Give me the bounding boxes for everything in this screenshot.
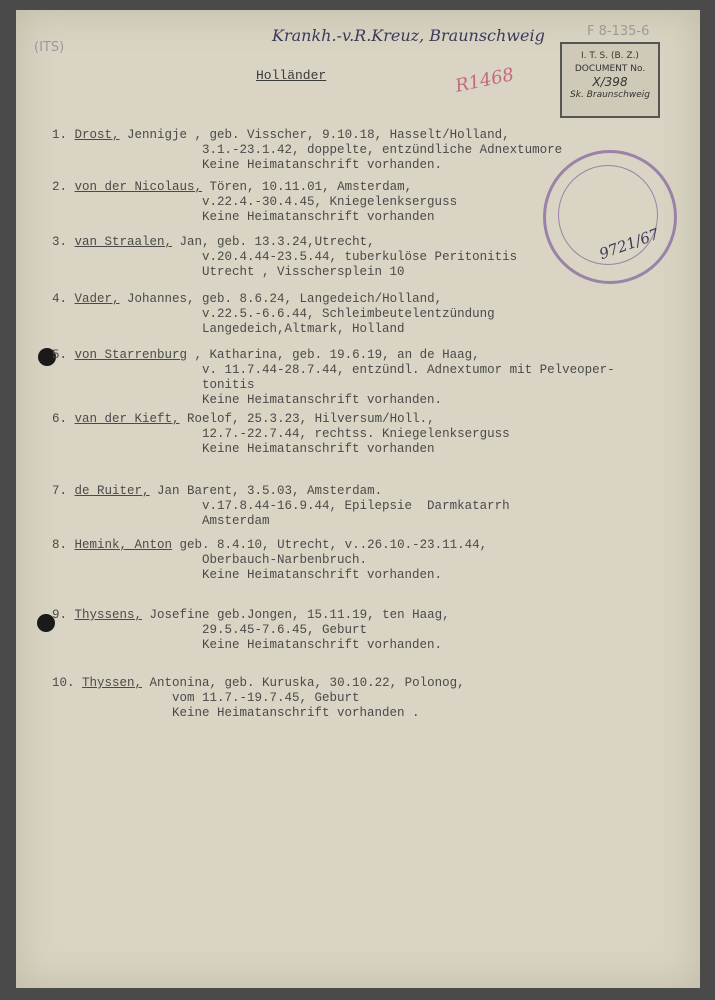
page-title: Holländer: [256, 68, 327, 83]
pencil-reference: F 8-135-6: [587, 24, 650, 39]
entry-line: 9. Thyssens, Josefine geb.Jongen, 15.11.19, ten Haag,: [52, 608, 450, 622]
entry-line: 7. de Ruiter, Jan Barent, 3.5.03, Amsterdam.: [52, 484, 383, 498]
list-item: [52, 348, 672, 408]
entry-line: Oberbauch-Narbenbruch.: [52, 553, 368, 567]
handwritten-heading: Krankh.-v.R.Kreuz, Braunschweig: [272, 26, 545, 45]
list-item: [52, 676, 672, 721]
entry-number: 10.: [52, 676, 83, 690]
entry-line: vom 11.7.-19.7.45, Geburt: [52, 691, 360, 705]
list-item: [52, 538, 672, 583]
its-document-stamp: I. T. S. (B. Z.) DOCUMENT No. X/398 Sk. Braunschweig: [560, 42, 660, 118]
entry-line: Keine Heimatanschrift vorhanden: [52, 442, 435, 456]
entry-line: 4. Vader, Johannes, geb. 8.6.24, Langedeich/Holland,: [52, 292, 443, 306]
stamp-number: 9721/67: [596, 224, 662, 264]
entry-line: Keine Heimatanschrift vorhanden: [52, 210, 435, 224]
entry-name: von der Nicolaus,: [74, 180, 203, 194]
entry-line: Amsterdam: [52, 514, 270, 528]
entry-number: 6.: [52, 412, 75, 426]
entry-line: v.22.4.-30.4.45, Kniegelenkserguss: [52, 195, 458, 209]
entry-number: 8.: [52, 538, 75, 552]
list-item: [52, 128, 672, 173]
entry-name: van Straalen,: [74, 235, 173, 249]
entry-line: 2. von der Nicolaus, Tören, 10.11.01, Amsterdam,: [52, 180, 413, 194]
entry-line: Langedeich,Altmark, Holland: [52, 322, 405, 336]
entry-name: Hemink, Anton: [74, 538, 173, 552]
entry-name: de Ruiter,: [74, 484, 150, 498]
entry-line: 1. Drost, Jennigje , geb. Visscher, 9.10.18, Hasselt/Holland,: [52, 128, 510, 142]
list-item: [52, 180, 672, 225]
entry-name: Thyssen,: [82, 676, 143, 690]
pencil-marks: (ITS): [34, 40, 65, 55]
entry-line: 8. Hemink, Anton geb. 8.4.10, Utrecht, v..26.10.-23.11.44,: [52, 538, 488, 552]
entry-line: v.22.5.-6.6.44, Schleimbeutelentzündung: [52, 307, 495, 321]
list-item: [52, 608, 672, 653]
entry-number: 4.: [52, 292, 75, 306]
red-annotation: R1468: [453, 64, 516, 97]
entry-name: Drost,: [74, 128, 120, 142]
entry-number: 7.: [52, 484, 75, 498]
entry-line: Keine Heimatanschrift vorhanden.: [52, 638, 443, 652]
entry-name: van der Kieft,: [74, 412, 180, 426]
entry-line: Keine Heimatanschrift vorhanden.: [52, 568, 443, 582]
entry-line: Keine Heimatanschrift vorhanden.: [52, 393, 443, 407]
list-item: [52, 412, 672, 457]
entry-line: v.20.4.44-23.5.44, tuberkulöse Peritonitis: [52, 250, 518, 264]
entry-line: 12.7.-22.7.44, rechtss. Kniegelenkserguss: [52, 427, 510, 441]
entry-number: 3.: [52, 235, 75, 249]
entry-number: 1.: [52, 128, 75, 142]
list-item: [52, 235, 672, 280]
entry-number: 5.: [52, 348, 75, 362]
entry-line: 6. van der Kieft, Roelof, 25.3.23, Hilversum/Holl.,: [52, 412, 435, 426]
entry-name: Vader,: [74, 292, 120, 306]
entry-line: v.17.8.44-16.9.44, Epilepsie Darmkatarrh: [52, 499, 510, 513]
entry-line: 3. van Straalen, Jan, geb. 13.3.24,Utrecht,: [52, 235, 375, 249]
entry-line: Keine Heimatanschrift vorhanden.: [52, 158, 443, 172]
list-item: [52, 292, 672, 337]
entry-line: v. 11.7.44-28.7.44, entzündl. Adnextumor mit Pelveoper-: [52, 363, 615, 377]
entry-line: tonitis: [52, 378, 255, 392]
entry-line: Utrecht , Visschersplein 10: [52, 265, 405, 279]
entry-line: 29.5.45-7.6.45, Geburt: [52, 623, 368, 637]
entry-number: 9.: [52, 608, 75, 622]
entry-line: Keine Heimatanschrift vorhanden .: [52, 706, 420, 720]
entry-name: von Starrenburg: [74, 348, 188, 362]
entry-line: 5. von Starrenburg , Katharina, geb. 19.6.19, an de Haag,: [52, 348, 480, 362]
entry-name: Thyssens,: [74, 608, 143, 622]
entry-line: 3.1.-23.1.42, doppelte, entzündliche Adnextumore: [52, 143, 563, 157]
entry-line: 10. Thyssen, Antonina, geb. Kuruska, 30.10.22, Polonog,: [52, 676, 465, 690]
entry-number: 2.: [52, 180, 75, 194]
list-item: [52, 484, 672, 529]
